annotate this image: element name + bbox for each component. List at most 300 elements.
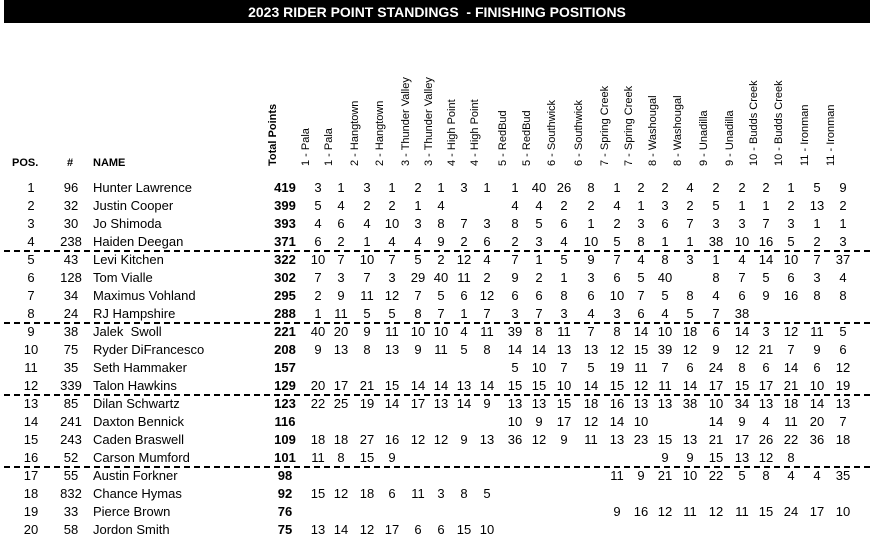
race-result-cell: 13 xyxy=(556,342,572,357)
race-result-cell: 6 xyxy=(337,216,345,231)
race-result-cell: 18 xyxy=(583,396,599,411)
table-row xyxy=(0,467,871,485)
race-result-cell: 3 xyxy=(437,486,445,501)
race-result-cell: 9 xyxy=(762,288,770,303)
race-result-cell: 3 xyxy=(712,216,720,231)
race-result-cell: 27 xyxy=(359,432,375,447)
race-result-cell: 5 xyxy=(787,234,795,249)
header-race-label: 9 - Unadilla xyxy=(698,110,710,166)
race-result-cell: 9 xyxy=(460,432,468,447)
table-row xyxy=(0,323,871,341)
race-result-cell: 15 xyxy=(556,396,572,411)
name-cell: Austin Forkner xyxy=(93,468,178,483)
race-result-cell: 14 xyxy=(609,414,625,429)
race-result-cell: 3 xyxy=(787,216,795,231)
race-result-cell: 12 xyxy=(783,324,799,339)
race-result-cell: 12 xyxy=(359,522,375,537)
race-result-cell: 6 xyxy=(560,216,568,231)
race-result-cell: 20 xyxy=(809,414,825,429)
race-result-cell: 3 xyxy=(414,216,422,231)
table-row xyxy=(0,269,871,287)
race-result-cell: 5 xyxy=(712,198,720,213)
race-result-cell: 5 xyxy=(460,342,468,357)
race-result-cell: 11 xyxy=(610,468,624,483)
race-result-cell: 5 xyxy=(762,270,770,285)
race-result-cell: 8 xyxy=(738,360,746,375)
number-cell: 96 xyxy=(63,180,79,195)
race-result-cell: 13 xyxy=(657,396,673,411)
race-result-cell: 38 xyxy=(734,306,750,321)
table-row xyxy=(0,215,871,233)
race-result-cell: 11 xyxy=(634,360,648,375)
table-row xyxy=(0,377,871,395)
race-result-cell: 5 xyxy=(637,270,645,285)
race-result-cell: 8 xyxy=(613,324,621,339)
race-result-cell: 6 xyxy=(388,486,396,501)
race-result-cell: 4 xyxy=(337,198,345,213)
number-cell: 832 xyxy=(60,486,82,501)
group-separator xyxy=(4,394,870,396)
header-race-label: 6 - Southwick xyxy=(573,99,585,166)
header-race-label: 9 - Unadilla xyxy=(724,110,736,166)
pos-cell: 8 xyxy=(27,306,35,321)
race-result-cell: 1 xyxy=(314,306,322,321)
race-result-cell: 1 xyxy=(661,234,669,249)
race-result-cell: 16 xyxy=(609,396,625,411)
race-result-cell: 15 xyxy=(657,432,673,447)
total-cell: 208 xyxy=(274,342,296,357)
race-result-cell: 13 xyxy=(835,396,851,411)
race-result-cell: 7 xyxy=(661,360,669,375)
race-result-cell: 13 xyxy=(734,450,750,465)
name-cell: Jalek Swoll xyxy=(93,324,162,339)
header-name: NAME xyxy=(93,157,126,169)
race-result-cell: 6 xyxy=(839,342,847,357)
race-result-cell: 4 xyxy=(613,198,621,213)
total-cell: 101 xyxy=(274,450,296,465)
race-result-cell: 4 xyxy=(511,198,519,213)
race-result-cell: 6 xyxy=(535,288,543,303)
race-result-cell: 5 xyxy=(813,180,821,195)
name-cell: Jordon Smith xyxy=(93,522,170,537)
total-cell: 399 xyxy=(274,198,296,213)
header-pos: POS. xyxy=(12,157,39,169)
race-result-cell: 5 xyxy=(661,288,669,303)
race-result-cell: 11 xyxy=(557,324,571,339)
race-result-cell: 9 xyxy=(414,342,422,357)
race-result-cell: 1 xyxy=(686,234,694,249)
race-result-cell: 12 xyxy=(456,252,472,267)
number-cell: 24 xyxy=(63,306,79,321)
name-cell: Seth Hammaker xyxy=(93,360,187,375)
header-race-label: 2 - Hangtown xyxy=(349,100,361,166)
race-result-cell: 2 xyxy=(839,198,847,213)
race-result-cell: 7 xyxy=(587,324,595,339)
race-result-cell: 12 xyxy=(633,378,649,393)
race-result-cell: 6 xyxy=(637,306,645,321)
race-result-cell: 12 xyxy=(384,288,400,303)
number-cell: 238 xyxy=(60,234,82,249)
race-result-cell: 11 xyxy=(784,414,798,429)
number-cell: 128 xyxy=(60,270,82,285)
race-result-cell: 36 xyxy=(809,432,825,447)
name-cell: Dilan Schwartz xyxy=(93,396,180,411)
race-result-cell: 10 xyxy=(734,234,750,249)
race-result-cell: 5 xyxy=(414,252,422,267)
race-result-cell: 3 xyxy=(337,270,345,285)
race-result-cell: 2 xyxy=(762,180,770,195)
race-result-cell: 12 xyxy=(734,342,750,357)
race-result-cell: 5 xyxy=(587,360,595,375)
total-cell: 393 xyxy=(274,216,296,231)
race-result-cell: 7 xyxy=(839,414,847,429)
race-result-cell: 6 xyxy=(661,216,669,231)
race-result-cell: 2 xyxy=(388,198,396,213)
race-result-cell: 4 xyxy=(738,252,746,267)
header-race-label: 2 - Hangtown xyxy=(374,100,386,166)
number-cell: 33 xyxy=(63,504,79,519)
race-result-cell: 2 xyxy=(314,288,322,303)
race-result-cell: 2 xyxy=(738,180,746,195)
race-result-cell: 21 xyxy=(657,468,673,483)
race-result-cell: 24 xyxy=(783,504,799,519)
race-result-cell: 8 xyxy=(587,180,595,195)
race-result-cell: 10 xyxy=(633,414,649,429)
race-result-cell: 2 xyxy=(637,180,645,195)
race-result-cell: 5 xyxy=(613,234,621,249)
race-result-cell: 14 xyxy=(384,396,400,411)
table-row xyxy=(0,341,871,359)
race-result-cell: 9 xyxy=(363,324,371,339)
race-result-cell: 13 xyxy=(633,396,649,411)
race-result-cell: 4 xyxy=(560,234,568,249)
race-result-cell: 5 xyxy=(738,468,746,483)
total-cell: 129 xyxy=(274,378,296,393)
race-result-cell: 1 xyxy=(511,180,519,195)
header-number: # xyxy=(67,157,74,169)
race-result-cell: 15 xyxy=(384,378,400,393)
race-result-cell: 25 xyxy=(333,396,349,411)
number-cell: 43 xyxy=(63,252,79,267)
race-result-cell: 5 xyxy=(839,324,847,339)
race-result-cell: 4 xyxy=(813,468,821,483)
race-result-cell: 9 xyxy=(511,270,519,285)
race-result-cell: 37 xyxy=(835,252,851,267)
race-result-cell: 7 xyxy=(388,252,396,267)
race-result-cell: 17 xyxy=(384,522,400,537)
race-result-cell: 11 xyxy=(683,504,697,519)
number-cell: 34 xyxy=(63,288,79,303)
race-result-cell: 8 xyxy=(637,234,645,249)
race-result-cell: 3 xyxy=(839,234,847,249)
race-result-cell: 23 xyxy=(633,432,649,447)
race-result-cell: 17 xyxy=(333,378,349,393)
race-result-cell: 29 xyxy=(410,270,426,285)
race-result-cell: 1 xyxy=(560,270,568,285)
race-result-cell: 2 xyxy=(560,198,568,213)
race-result-cell: 17 xyxy=(410,396,426,411)
race-result-cell: 10 xyxy=(682,468,698,483)
race-result-cell: 10 xyxy=(384,216,400,231)
race-result-cell: 10 xyxy=(583,234,599,249)
race-result-cell: 6 xyxy=(483,234,491,249)
race-result-cell: 11 xyxy=(584,432,598,447)
total-cell: 123 xyxy=(274,396,296,411)
race-result-cell: 12 xyxy=(333,486,349,501)
race-result-cell: 13 xyxy=(583,342,599,357)
race-result-cell: 2 xyxy=(460,234,468,249)
race-result-cell: 4 xyxy=(637,252,645,267)
table-row xyxy=(0,521,871,539)
page-title: 2023 RIDER POINT STANDINGS - FINISHING POSITIONS xyxy=(4,0,870,23)
race-result-cell: 2 xyxy=(813,234,821,249)
race-result-cell: 7 xyxy=(460,216,468,231)
race-result-cell: 6 xyxy=(414,522,422,537)
name-cell: Ryder DiFrancesco xyxy=(93,342,205,357)
pos-cell: 4 xyxy=(27,234,35,249)
race-result-cell: 13 xyxy=(456,378,472,393)
race-result-cell: 19 xyxy=(359,396,375,411)
header-race-label: 6 - Southwick xyxy=(546,99,558,166)
pos-cell: 16 xyxy=(23,450,39,465)
race-result-cell: 2 xyxy=(686,198,694,213)
race-result-cell: 13 xyxy=(531,396,547,411)
race-result-cell: 36 xyxy=(507,432,523,447)
header-race-label: 11 - Ironman xyxy=(825,104,837,166)
race-result-cell: 4 xyxy=(762,414,770,429)
race-result-cell: 6 xyxy=(738,288,746,303)
race-result-cell: 2 xyxy=(661,180,669,195)
race-result-cell: 40 xyxy=(433,270,449,285)
race-result-cell: 3 xyxy=(483,216,491,231)
race-result-cell: 4 xyxy=(661,306,669,321)
race-result-cell: 4 xyxy=(363,216,371,231)
race-result-cell: 20 xyxy=(333,324,349,339)
race-result-cell: 7 xyxy=(363,270,371,285)
table-row xyxy=(0,359,871,377)
race-result-cell: 12 xyxy=(479,288,495,303)
race-result-cell: 13 xyxy=(433,396,449,411)
race-result-cell: 6 xyxy=(712,324,720,339)
race-result-cell: 11 xyxy=(411,486,425,501)
race-result-cell: 21 xyxy=(359,378,375,393)
race-result-cell: 18 xyxy=(310,432,326,447)
race-result-cell: 14 xyxy=(734,324,750,339)
total-cell: 75 xyxy=(277,522,293,537)
race-result-cell: 17 xyxy=(734,432,750,447)
race-result-cell: 17 xyxy=(809,504,825,519)
race-result-cell: 15 xyxy=(507,378,523,393)
race-result-cell: 7 xyxy=(613,252,621,267)
number-cell: 243 xyxy=(60,432,82,447)
race-result-cell: 18 xyxy=(333,432,349,447)
race-result-cell: 18 xyxy=(682,324,698,339)
header-race-label: 10 - Budds Creek xyxy=(748,80,760,166)
race-result-cell: 3 xyxy=(813,270,821,285)
race-result-cell: 1 xyxy=(813,216,821,231)
number-cell: 339 xyxy=(60,378,82,393)
race-result-cell: 10 xyxy=(433,324,449,339)
race-result-cell: 11 xyxy=(735,504,749,519)
race-result-cell: 4 xyxy=(437,198,445,213)
race-result-cell: 14 xyxy=(456,396,472,411)
number-cell: 32 xyxy=(63,198,79,213)
race-result-cell: 9 xyxy=(813,342,821,357)
race-result-cell: 4 xyxy=(839,270,847,285)
race-result-cell: 13 xyxy=(507,396,523,411)
race-result-cell: 18 xyxy=(359,486,375,501)
race-result-cell: 6 xyxy=(587,288,595,303)
race-result-cell: 8 xyxy=(460,486,468,501)
race-result-cell: 10 xyxy=(609,288,625,303)
name-cell: Hunter Lawrence xyxy=(93,180,192,195)
race-result-cell: 7 xyxy=(437,306,445,321)
header-race-label: 8 - Washougal xyxy=(647,95,659,166)
number-cell: 30 xyxy=(63,216,79,231)
race-result-cell: 1 xyxy=(437,180,445,195)
race-result-cell: 6 xyxy=(613,270,621,285)
total-cell: 288 xyxy=(274,306,296,321)
name-cell: Justin Cooper xyxy=(93,198,174,213)
race-result-cell: 10 xyxy=(479,522,495,537)
total-cell: 76 xyxy=(277,504,293,519)
group-separator xyxy=(4,250,870,252)
race-result-cell: 17 xyxy=(758,378,774,393)
header-race-label: 3 - Thunder Valley xyxy=(423,77,435,166)
pos-cell: 17 xyxy=(23,468,39,483)
race-result-cell: 11 xyxy=(457,270,471,285)
race-result-cell: 13 xyxy=(384,342,400,357)
pos-cell: 9 xyxy=(27,324,35,339)
race-result-cell: 13 xyxy=(682,432,698,447)
race-result-cell: 9 xyxy=(712,342,720,357)
race-result-cell: 14 xyxy=(333,522,349,537)
table-row xyxy=(0,431,871,449)
race-result-cell: 10 xyxy=(835,504,851,519)
race-result-cell: 1 xyxy=(712,252,720,267)
group-separator xyxy=(4,322,870,324)
race-result-cell: 22 xyxy=(310,396,326,411)
total-cell: 157 xyxy=(274,360,296,375)
race-result-cell: 8 xyxy=(560,288,568,303)
race-result-cell: 10 xyxy=(657,324,673,339)
race-result-cell: 7 xyxy=(637,288,645,303)
name-cell: Maximus Vohland xyxy=(93,288,196,303)
race-result-cell: 3 xyxy=(661,198,669,213)
race-result-cell: 8 xyxy=(762,468,770,483)
race-result-cell: 2 xyxy=(535,270,543,285)
race-result-cell: 10 xyxy=(809,378,825,393)
race-result-cell: 13 xyxy=(479,432,495,447)
table-row xyxy=(0,197,871,215)
pos-cell: 3 xyxy=(27,216,35,231)
race-result-cell: 18 xyxy=(783,396,799,411)
race-result-cell: 7 xyxy=(787,342,795,357)
table-row xyxy=(0,413,871,431)
race-result-cell: 14 xyxy=(682,378,698,393)
race-result-cell: 4 xyxy=(483,252,491,267)
race-result-cell: 12 xyxy=(835,360,851,375)
race-result-cell: 8 xyxy=(839,288,847,303)
header-race-label: 1 - Pala xyxy=(323,128,335,166)
race-result-cell: 1 xyxy=(460,306,468,321)
race-result-cell: 1 xyxy=(483,180,491,195)
header-race-label: 5 - RedBud xyxy=(497,110,509,166)
race-result-cell: 7 xyxy=(686,216,694,231)
race-result-cell: 9 xyxy=(686,450,694,465)
race-result-cell: 8 xyxy=(337,450,345,465)
race-result-cell: 13 xyxy=(758,396,774,411)
race-result-cell: 18 xyxy=(835,432,851,447)
race-result-cell: 14 xyxy=(758,252,774,267)
race-result-cell: 5 xyxy=(511,360,519,375)
race-result-cell: 4 xyxy=(414,234,422,249)
race-result-cell: 6 xyxy=(460,288,468,303)
race-result-cell: 2 xyxy=(414,180,422,195)
number-cell: 58 xyxy=(63,522,79,537)
race-result-cell: 7 xyxy=(560,360,568,375)
race-result-cell: 13 xyxy=(333,342,349,357)
race-result-cell: 8 xyxy=(686,288,694,303)
race-result-cell: 14 xyxy=(583,378,599,393)
race-result-cell: 1 xyxy=(535,252,543,267)
race-result-cell: 40 xyxy=(310,324,326,339)
race-result-cell: 6 xyxy=(511,288,519,303)
race-result-cell: 10 xyxy=(556,378,572,393)
race-result-cell: 38 xyxy=(682,396,698,411)
race-result-cell: 12 xyxy=(758,450,774,465)
race-result-cell: 1 xyxy=(414,198,422,213)
race-result-cell: 4 xyxy=(388,234,396,249)
race-result-cell: 8 xyxy=(483,342,491,357)
race-result-cell: 5 xyxy=(314,198,322,213)
race-result-cell: 39 xyxy=(507,324,523,339)
race-result-cell: 9 xyxy=(337,288,345,303)
pos-cell: 7 xyxy=(27,288,35,303)
race-result-cell: 9 xyxy=(738,414,746,429)
number-cell: 85 xyxy=(63,396,79,411)
race-result-cell: 40 xyxy=(657,270,673,285)
total-cell: 295 xyxy=(274,288,296,303)
race-result-cell: 14 xyxy=(633,324,649,339)
race-result-cell: 13 xyxy=(809,198,825,213)
race-result-cell: 3 xyxy=(762,324,770,339)
race-result-cell: 26 xyxy=(556,180,572,195)
total-cell: 322 xyxy=(274,252,296,267)
number-cell: 75 xyxy=(63,342,79,357)
race-result-cell: 15 xyxy=(633,342,649,357)
header-race-label: 1 - Pala xyxy=(300,128,312,166)
race-result-cell: 1 xyxy=(637,198,645,213)
race-result-cell: 10 xyxy=(507,414,523,429)
race-result-cell: 3 xyxy=(587,270,595,285)
race-result-cell: 7 xyxy=(511,252,519,267)
race-result-cell: 2 xyxy=(483,270,491,285)
race-result-cell: 2 xyxy=(511,234,519,249)
total-cell: 92 xyxy=(277,486,293,501)
race-result-cell: 12 xyxy=(410,432,426,447)
race-result-cell: 5 xyxy=(535,216,543,231)
race-result-cell: 14 xyxy=(507,342,523,357)
race-result-cell: 1 xyxy=(762,198,770,213)
pos-cell: 12 xyxy=(23,378,39,393)
race-result-cell: 39 xyxy=(657,342,673,357)
total-cell: 116 xyxy=(274,414,296,429)
race-result-cell: 12 xyxy=(433,432,449,447)
race-result-cell: 9 xyxy=(483,396,491,411)
race-result-cell: 9 xyxy=(560,432,568,447)
race-result-cell: 7 xyxy=(414,288,422,303)
